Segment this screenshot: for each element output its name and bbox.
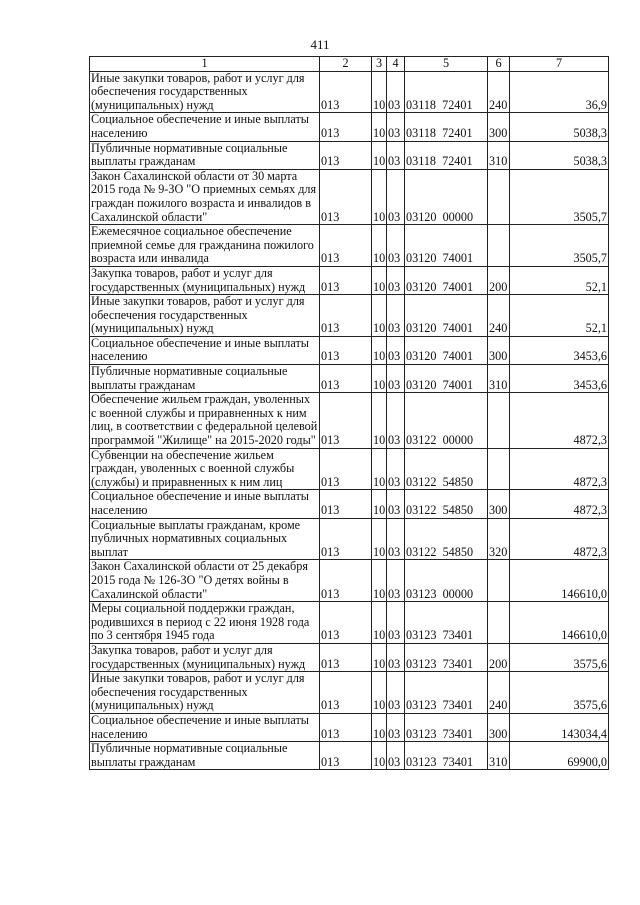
row-amount: 69900,0 [510, 742, 609, 770]
row-description: Иные закупки товаров, работ и услуг для обеспечения государственных (муниципальных) нужд [90, 295, 320, 337]
row-target-article: 03122 00000 [405, 393, 488, 448]
row-section: 10 [372, 490, 387, 518]
table-row [90, 225, 609, 267]
row-section: 10 [372, 141, 387, 169]
row-admin-code: 013 [320, 393, 372, 448]
row-expense-type: 200 [488, 266, 510, 294]
row-amount: 146610,0 [510, 602, 609, 644]
row-subsection: 03 [387, 448, 405, 490]
row-admin-code: 013 [320, 560, 372, 602]
row-amount: 52,1 [510, 295, 609, 337]
row-amount: 3575,6 [510, 643, 609, 671]
row-expense-type [488, 225, 510, 267]
row-section: 10 [372, 71, 387, 113]
row-expense-type: 300 [488, 713, 510, 741]
row-amount: 4872,3 [510, 518, 609, 560]
row-subsection: 03 [387, 71, 405, 113]
table-row [90, 490, 609, 518]
row-subsection: 03 [387, 336, 405, 364]
row-amount: 3505,7 [510, 225, 609, 267]
row-subsection: 03 [387, 643, 405, 671]
row-section: 10 [372, 169, 387, 224]
row-amount: 3453,6 [510, 336, 609, 364]
row-expense-type [488, 169, 510, 224]
row-target-article: 03120 74001 [405, 225, 488, 267]
header-col-4: 4 [387, 57, 405, 72]
row-target-article: 03122 54850 [405, 448, 488, 490]
row-subsection: 03 [387, 295, 405, 337]
table-row [90, 742, 609, 770]
row-target-article: 03120 74001 [405, 266, 488, 294]
row-expense-type [488, 560, 510, 602]
table-row [90, 518, 609, 560]
row-expense-type: 300 [488, 336, 510, 364]
table-row [90, 602, 609, 644]
row-target-article: 03122 54850 [405, 518, 488, 560]
table-row [90, 643, 609, 671]
row-admin-code: 013 [320, 602, 372, 644]
row-amount: 143034,4 [510, 713, 609, 741]
row-description: Публичные нормативные социальные выплаты гражданам [90, 742, 320, 770]
row-expense-type [488, 393, 510, 448]
row-expense-type: 300 [488, 490, 510, 518]
table-row [90, 141, 609, 169]
row-description: Закон Сахалинской области от 30 марта 2015 года № 9-ЗО "О приемных семьях для граждан пожилого возраста и инвалидов в Сахалинской области" [90, 169, 320, 224]
row-section: 10 [372, 113, 387, 141]
row-description: Социальное обеспечение и иные выплаты населению [90, 113, 320, 141]
table-row [90, 672, 609, 714]
table-row [90, 169, 609, 224]
row-description: Закупка товаров, работ и услуг для государственных (муниципальных) нужд [90, 266, 320, 294]
row-target-article: 03120 74001 [405, 336, 488, 364]
row-amount: 36,9 [510, 71, 609, 113]
row-description: Закон Сахалинской области от 25 декабря 2015 года № 126-ЗО "О детях войны в Сахалинской области" [90, 560, 320, 602]
row-subsection: 03 [387, 602, 405, 644]
table-row [90, 71, 609, 113]
row-admin-code: 013 [320, 490, 372, 518]
row-amount: 4872,3 [510, 448, 609, 490]
row-section: 10 [372, 742, 387, 770]
header-col-6: 6 [488, 57, 510, 72]
row-section: 10 [372, 602, 387, 644]
row-admin-code: 013 [320, 643, 372, 671]
row-target-article: 03123 73401 [405, 643, 488, 671]
row-admin-code: 013 [320, 448, 372, 490]
row-target-article: 03118 72401 [405, 71, 488, 113]
row-description: Социальное обеспечение и иные выплаты населению [90, 713, 320, 741]
row-section: 10 [372, 225, 387, 267]
row-expense-type [488, 448, 510, 490]
row-expense-type: 300 [488, 113, 510, 141]
row-admin-code: 013 [320, 169, 372, 224]
row-expense-type: 200 [488, 643, 510, 671]
row-amount: 3505,7 [510, 169, 609, 224]
row-description: Обеспечение жильем граждан, уволенных с военной службы и приравненных к ним лиц, в соответствии с федеральной целевой программой "Жилище" на 2015-2020 годы" [90, 393, 320, 448]
row-expense-type: 240 [488, 71, 510, 113]
row-expense-type: 240 [488, 672, 510, 714]
row-description: Меры социальной поддержки граждан, родившихся в период с 22 июня 1928 года по 3 сентября 1945 года [90, 602, 320, 644]
table-row [90, 365, 609, 393]
page-number: 411 [310, 37, 330, 52]
row-section: 10 [372, 336, 387, 364]
row-admin-code: 013 [320, 71, 372, 113]
row-subsection: 03 [387, 266, 405, 294]
row-amount: 52,1 [510, 266, 609, 294]
row-target-article: 03123 73401 [405, 672, 488, 714]
row-expense-type: 240 [488, 295, 510, 337]
table-row [90, 336, 609, 364]
table-row [90, 113, 609, 141]
table-row [90, 713, 609, 741]
row-section: 10 [372, 672, 387, 714]
row-target-article: 03120 00000 [405, 169, 488, 224]
budget-table [89, 56, 609, 770]
header-col-5: 5 [405, 57, 488, 72]
row-subsection: 03 [387, 490, 405, 518]
row-subsection: 03 [387, 225, 405, 267]
row-amount: 5038,3 [510, 113, 609, 141]
row-section: 10 [372, 393, 387, 448]
row-subsection: 03 [387, 518, 405, 560]
row-admin-code: 013 [320, 672, 372, 714]
row-section: 10 [372, 643, 387, 671]
table-row [90, 448, 609, 490]
row-target-article: 03123 00000 [405, 560, 488, 602]
row-subsection: 03 [387, 365, 405, 393]
row-amount: 3453,6 [510, 365, 609, 393]
row-target-article: 03118 72401 [405, 113, 488, 141]
row-subsection: 03 [387, 672, 405, 714]
row-section: 10 [372, 560, 387, 602]
row-expense-type [488, 602, 510, 644]
header-col-7: 7 [510, 57, 609, 72]
row-description: Публичные нормативные социальные выплаты гражданам [90, 365, 320, 393]
row-expense-type: 310 [488, 742, 510, 770]
row-description: Закупка товаров, работ и услуг для государственных (муниципальных) нужд [90, 643, 320, 671]
table-row [90, 393, 609, 448]
row-target-article: 03123 73401 [405, 713, 488, 741]
row-admin-code: 013 [320, 113, 372, 141]
row-amount: 146610,0 [510, 560, 609, 602]
row-subsection: 03 [387, 169, 405, 224]
row-admin-code: 013 [320, 266, 372, 294]
row-subsection: 03 [387, 393, 405, 448]
row-description: Социальное обеспечение и иные выплаты населению [90, 336, 320, 364]
header-col-1: 1 [90, 57, 320, 72]
row-admin-code: 013 [320, 518, 372, 560]
row-target-article: 03120 74001 [405, 365, 488, 393]
row-section: 10 [372, 713, 387, 741]
row-description: Социальные выплаты гражданам, кроме публичных нормативных социальных выплат [90, 518, 320, 560]
row-admin-code: 013 [320, 225, 372, 267]
row-expense-type: 310 [488, 141, 510, 169]
header-col-3: 3 [372, 57, 387, 72]
row-section: 10 [372, 518, 387, 560]
row-amount: 3575,6 [510, 672, 609, 714]
row-description: Иные закупки товаров, работ и услуг для обеспечения государственных (муниципальных) нужд [90, 672, 320, 714]
row-description: Социальное обеспечение и иные выплаты населению [90, 490, 320, 518]
row-target-article: 03122 54850 [405, 490, 488, 518]
table-row [90, 295, 609, 337]
row-amount: 5038,3 [510, 141, 609, 169]
row-admin-code: 013 [320, 742, 372, 770]
row-subsection: 03 [387, 713, 405, 741]
row-admin-code: 013 [320, 141, 372, 169]
row-subsection: 03 [387, 141, 405, 169]
row-subsection: 03 [387, 113, 405, 141]
row-subsection: 03 [387, 742, 405, 770]
row-admin-code: 013 [320, 713, 372, 741]
row-target-article: 03120 74001 [405, 295, 488, 337]
row-amount: 4872,3 [510, 490, 609, 518]
row-description: Ежемесячное социальное обеспечение приемной семье для гражданина пожилого возраста или инвалида [90, 225, 320, 267]
row-section: 10 [372, 266, 387, 294]
row-section: 10 [372, 448, 387, 490]
row-target-article: 03123 73401 [405, 602, 488, 644]
header-row [90, 57, 609, 72]
row-admin-code: 013 [320, 295, 372, 337]
row-target-article: 03123 73401 [405, 742, 488, 770]
header-col-2: 2 [320, 57, 372, 72]
row-expense-type: 320 [488, 518, 510, 560]
row-target-article: 03118 72401 [405, 141, 488, 169]
row-admin-code: 013 [320, 336, 372, 364]
row-admin-code: 013 [320, 365, 372, 393]
table-row [90, 266, 609, 294]
row-section: 10 [372, 295, 387, 337]
row-description: Субвенции на обеспечение жильем граждан, уволенных с военной службы (службы) и приравненных к ним лиц [90, 448, 320, 490]
row-description: Публичные нормативные социальные выплаты гражданам [90, 141, 320, 169]
row-description: Иные закупки товаров, работ и услуг для обеспечения государственных (муниципальных) нужд [90, 71, 320, 113]
table-row [90, 560, 609, 602]
row-amount: 4872,3 [510, 393, 609, 448]
row-expense-type: 310 [488, 365, 510, 393]
row-subsection: 03 [387, 560, 405, 602]
row-section: 10 [372, 365, 387, 393]
